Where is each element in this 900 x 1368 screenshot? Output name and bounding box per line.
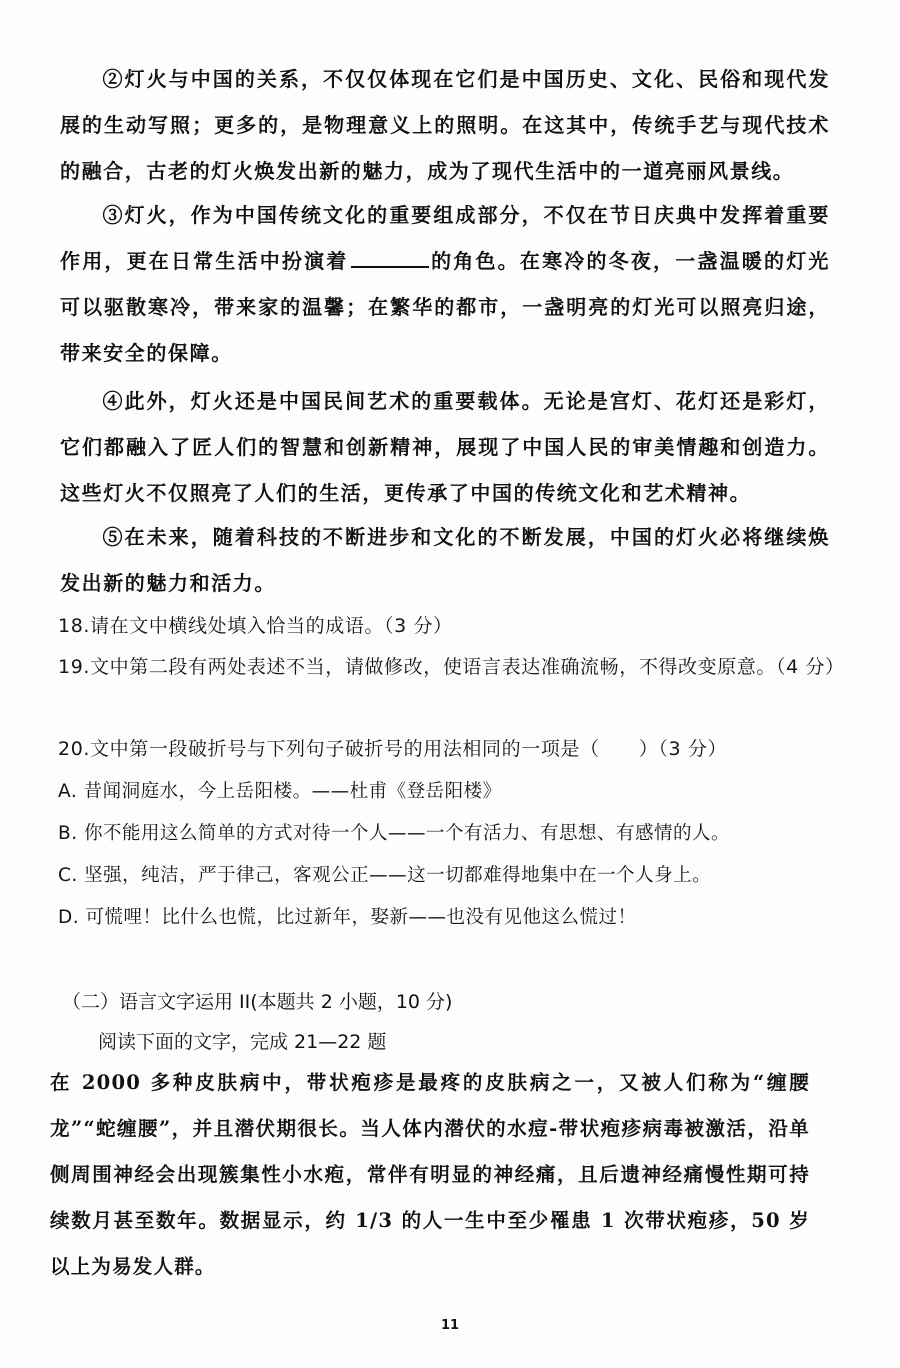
section-2-instruction: 阅读下面的文字，完成 21—22 题 (98, 1031, 387, 1053)
fill-in-blank (351, 248, 429, 268)
question-19: 19.文中第二段有两处表述不当，请做修改，使语言表达准确流畅，不得改变原意。（4 分） (58, 656, 845, 678)
passage-paragraph-5: ⑤在未来，随着科技的不断进步和文化的不断发展，中国的灯火必将继续焕发出新的魅力和活力。 (60, 525, 830, 595)
option-b: B. 你不能用这么简单的方式对待一个人——一个有活力、有思想、有感情的人。 (58, 823, 730, 844)
option-a: A. 昔闻洞庭水，今上岳阳楼。——杜甫《登岳阳楼》 (58, 781, 502, 802)
passage-paragraph-2: ②灯火与中国的关系，不仅仅体现在它们是中国历史、文化、民俗和现代发展的生动写照；更多的，是物理意义上的照明。在这其中，传统手艺与现代技术的融合，古老的灯火焕发出新的魅力，成为了现代生活中的一道亮丽风景线。 (60, 67, 830, 183)
question-18: 18.请在文中横线处填入恰当的成语。（3 分） (58, 615, 453, 637)
page-number: 11 (440, 1318, 460, 1333)
section-2-heading: （二）语言文字运用 II(本题共 2 小题，10 分) (62, 991, 453, 1013)
question-20: 20.文中第一段破折号与下列句子破折号的用法相同的一项是（ ）（3 分） (58, 738, 728, 760)
option-d: D. 可慌哩！比什么也慌，比过新年，娶新——也没有见他这么慌过！ (58, 907, 637, 928)
option-c: C. 坚强，纯洁，严于律己，客观公正——这一切都难得地集中在一个人身上。 (58, 865, 712, 886)
section-2-passage: 在 2000 多种皮肤病中，带状疱疹是最疼的皮肤病之一，又被人们称为“缠腰龙”“蛇缠腰”，并且潜伏期很长。当人体内潜伏的水痘-带状疱疹病毒被激活，沿单侧周围神经会出现簇集性小水疱，常伴有明显的神经痛，且后遗神经痛慢性期可持续数月甚至数年。数据显示，约 1/3 的人一生中至少罹患 1 次带状疱疹，50 岁以上为易发人群。 (50, 1071, 810, 1278)
passage-paragraph-3: ③灯火，作为中国传统文化的重要组成部分，不仅在节日庆典中发挥着重要作用，更在日常生活中扮演着 的角色。在寒冷的冬夜，一盏温暖的灯光可以驱散寒冷，带来家的温馨；在繁华的都市，一盏明亮的灯光可以照亮归途，带来安全的保障。 (60, 203, 830, 365)
passage-paragraph-4: ④此外，灯火还是中国民间艺术的重要载体。无论是宫灯、花灯还是彩灯，它们都融入了匠人们的智慧和创新精神，展现了中国人民的审美情趣和创造力。这些灯火不仅照亮了人们的生活，更传承了中国的传统文化和艺术精神。 (60, 389, 830, 505)
